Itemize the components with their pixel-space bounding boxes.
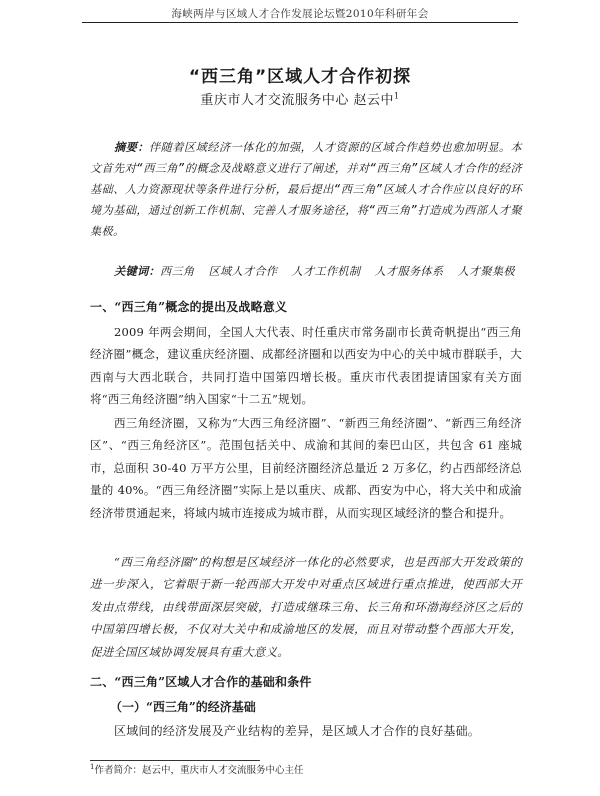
author-name: 赵云中 <box>353 93 395 108</box>
keywords-text: 西三角 区域人才合作 人才工作机制 人才服务体系 人才聚集极 <box>159 265 515 278</box>
header-rule <box>82 22 518 23</box>
section-2-heading: 二、“西三角”区域人才合作的基础和条件 <box>90 675 312 689</box>
footnote-text: 作者简介：赵云中，重庆市人才交流服务中心主任 <box>94 765 304 776</box>
author-affiliation: 重庆市人才交流服务中心 <box>200 93 349 108</box>
paragraph-1: 2009 年两会期间，全国人大代表、时任重庆市常务副市长黄奇帆提出“西三角经济圈”概念，建议重庆经济圈、成都经济圈和以西安为中心的关中城市群联手，大西南与大西北联合，共同打造中国第四增长极。重庆市代表团提请国家有关方面将“西三角经济圈”纳入国家“十二五”规划。 <box>90 325 522 407</box>
paragraph-2: 西三角经济圈，又称为“大西三角经济圈”、“新西三角经济圈”、“新西三角经济区”、“西三角经济区”。范围包括关中、成渝和其间的秦巴山区，共包含 61 座城市，总面积 30-40 万平方公里，目前经济圈经济总量近 2 万多亿，约占西部经济总量的 40%。“西三角经济圈”实际上是以重庆、成都、西安为中心，将大关中和成渝经济带贯通起来，将域内城市连接成为城市群，从而实现区域经济的整合和提升。 <box>90 416 522 520</box>
keywords-label: 关键词： <box>114 265 160 278</box>
running-header: 海峡两岸与区域人才合作发展论坛暨2010年科研年会 <box>171 8 429 20</box>
abstract-label: 摘要： <box>114 141 149 154</box>
section-2-subheading-1: （一）“西三角”的经济基础 <box>110 700 256 714</box>
footnote-mark: 1 <box>90 762 95 771</box>
author-footnote-mark: 1 <box>394 91 400 101</box>
keywords <box>114 262 522 282</box>
abstract-text: 伴随着区域经济一体化的加强，人才资源的区域合作趋势也愈加明显。本文首先对“西三角”的概念及战略意义进行了阐述，并对“西三角”区域人才合作的经济基础、人力资源现状等条件进行分析，最后提出“西三角”区域人才合作应以良好的环境为基础，通过创新工作机制、完善人才服务途径，将“西三角”打造成为西部人才聚集极。 <box>90 141 523 238</box>
section-1-heading: 一、“西三角”概念的提出及战略意义 <box>90 300 288 314</box>
footnote-rule <box>90 760 260 761</box>
section-2-lead-sentence: 区域间的经济发展及产业结构的差异，是区域人才合作的良好基础。 <box>114 724 481 738</box>
footnote <box>90 764 522 778</box>
abstract <box>90 137 522 242</box>
author-line <box>0 89 600 108</box>
paper-title: “西三角”区域人才合作初探 <box>188 67 412 87</box>
paragraph-3: “西三角经济圈”的构想是区域经济一体化的必然要求，也是西部大开发政策的进一步深入，它着眼于新一轮西部大开发中对重点区域进行重点推进，使西部大开发由点带线，由线带面深层突破，打造成继珠三角、长三角和环渤海经济区之后的中国第四增长极，不仅对大关中和成渝地区的发展，而且对带动整个西部大开发，促进全国区域协调发展具有重大意义。 <box>90 555 522 659</box>
